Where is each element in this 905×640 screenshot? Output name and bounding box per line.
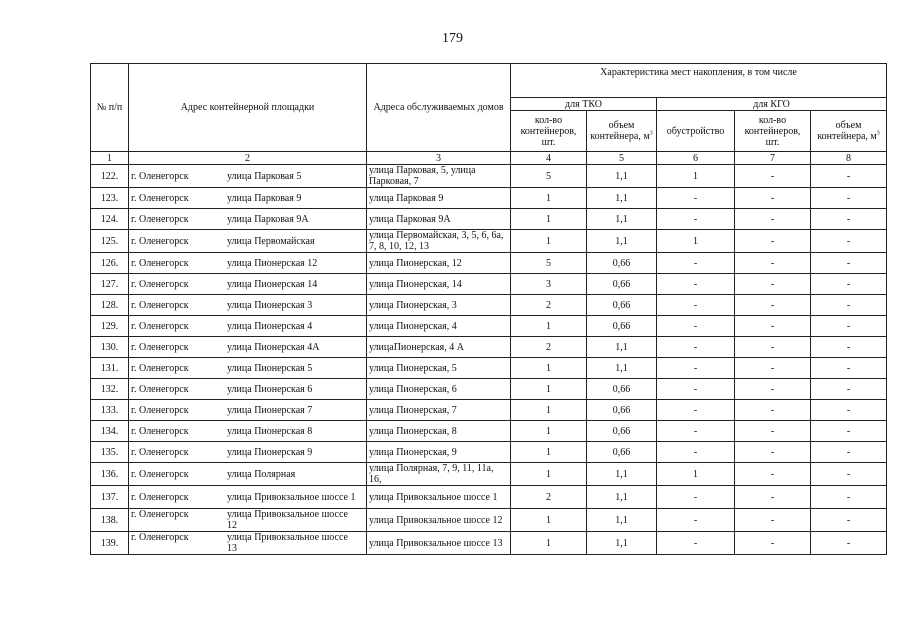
tko-count: 1 xyxy=(511,209,587,230)
kgo-volume: - xyxy=(811,358,887,379)
column-number: 4 xyxy=(511,152,587,165)
header-kgo-facility: обустройство xyxy=(657,111,735,152)
header-num: № п/п xyxy=(91,64,129,152)
column-number: 5 xyxy=(587,152,657,165)
tko-volume: 0,66 xyxy=(587,253,657,274)
served-houses: улица Пионерская, 7 xyxy=(367,400,511,421)
site-city: г. Оленегорск xyxy=(131,491,189,503)
table-row xyxy=(91,274,887,295)
table-row xyxy=(91,358,887,379)
tko-count: 1 xyxy=(511,188,587,209)
site-street: улица Пионерская 4А xyxy=(227,341,320,353)
site-city: г. Оленегорск xyxy=(131,446,189,458)
row-number: 138. xyxy=(91,509,129,532)
site-address xyxy=(129,442,367,463)
site-city: г. Оленегорск xyxy=(131,509,189,520)
kgo-facility: - xyxy=(657,253,735,274)
site-address xyxy=(129,230,367,253)
kgo-volume: - xyxy=(811,274,887,295)
served-houses: улица Парковая, 5, улица Парковая, 7 xyxy=(367,165,511,188)
kgo-volume: - xyxy=(811,532,887,555)
row-number: 130. xyxy=(91,337,129,358)
kgo-count: - xyxy=(735,316,811,337)
site-city: г. Оленегорск xyxy=(131,299,189,311)
site-city: г. Оленегорск xyxy=(131,362,189,374)
table-row xyxy=(91,379,887,400)
kgo-count: - xyxy=(735,486,811,509)
site-street: улица Пионерская 12 xyxy=(227,257,318,269)
site-address xyxy=(129,400,367,421)
kgo-facility: - xyxy=(657,442,735,463)
row-number: 137. xyxy=(91,486,129,509)
tko-volume: 0,66 xyxy=(587,421,657,442)
site-city: г. Оленегорск xyxy=(131,278,189,290)
tko-count: 2 xyxy=(511,337,587,358)
kgo-volume: - xyxy=(811,337,887,358)
kgo-facility: - xyxy=(657,188,735,209)
row-number: 126. xyxy=(91,253,129,274)
kgo-count: - xyxy=(735,532,811,555)
site-address xyxy=(129,274,367,295)
header-characteristics: Характеристика мест накопления, в том числе xyxy=(511,64,887,98)
kgo-count: - xyxy=(735,209,811,230)
kgo-facility: - xyxy=(657,379,735,400)
kgo-volume: - xyxy=(811,379,887,400)
row-number: 133. xyxy=(91,400,129,421)
kgo-count: - xyxy=(735,337,811,358)
row-number: 123. xyxy=(91,188,129,209)
site-address xyxy=(129,463,367,486)
kgo-count: - xyxy=(735,463,811,486)
container-sites-table xyxy=(90,63,887,555)
table-body xyxy=(91,165,887,555)
tko-volume: 1,1 xyxy=(587,358,657,379)
column-number: 2 xyxy=(129,152,367,165)
kgo-facility: - xyxy=(657,337,735,358)
header-tko-volume: объем контейнера, $м^3$ xyxy=(587,111,657,152)
site-city: г. Оленегорск xyxy=(131,257,189,269)
site-street: улица Парковая 5 xyxy=(227,170,302,182)
kgo-facility: 1 xyxy=(657,463,735,486)
table-row xyxy=(91,253,887,274)
served-houses: улица Привокзальное шоссе 13 xyxy=(367,532,511,555)
tko-count: 1 xyxy=(511,400,587,421)
site-street: улица Привокзальное шоссе 12 xyxy=(227,509,348,531)
served-houses: улица Пионерская, 12 xyxy=(367,253,511,274)
served-houses: улица Пионерская, 6 xyxy=(367,379,511,400)
site-address xyxy=(129,337,367,358)
site-address xyxy=(129,209,367,230)
kgo-facility: - xyxy=(657,358,735,379)
kgo-count: - xyxy=(735,230,811,253)
table-row xyxy=(91,509,887,532)
site-city: г. Оленегорск xyxy=(131,170,189,182)
header-served-houses: Адреса обслуживаемых домов xyxy=(367,64,511,152)
table-row xyxy=(91,442,887,463)
site-city: г. Оленегорск xyxy=(131,404,189,416)
site-address xyxy=(129,358,367,379)
site-street: улица Пионерская 8 xyxy=(227,425,313,437)
site-address xyxy=(129,486,367,509)
page-number: 179 xyxy=(442,31,463,46)
kgo-facility: - xyxy=(657,486,735,509)
served-houses: улица Первомайская, 3, 5, 6, 6а, 7, 8, 10, 12, 13 xyxy=(367,230,511,253)
kgo-facility: - xyxy=(657,400,735,421)
site-street: улица Пионерская 4 xyxy=(227,320,313,332)
kgo-volume: - xyxy=(811,400,887,421)
row-number: 131. xyxy=(91,358,129,379)
table-row xyxy=(91,532,887,555)
site-city: г. Оленегорск xyxy=(131,213,189,225)
site-city: г. Оленегорск xyxy=(131,468,189,480)
row-number: 139. xyxy=(91,532,129,555)
row-number: 128. xyxy=(91,295,129,316)
kgo-volume: - xyxy=(811,165,887,188)
site-address xyxy=(129,188,367,209)
kgo-count: - xyxy=(735,274,811,295)
table-row xyxy=(91,486,887,509)
table-row xyxy=(91,337,887,358)
kgo-volume: - xyxy=(811,463,887,486)
tko-volume: 1,1 xyxy=(587,337,657,358)
kgo-count: - xyxy=(735,253,811,274)
served-houses: улица Привокзальное шоссе 1 xyxy=(367,486,511,509)
served-houses: улица Парковая 9А xyxy=(367,209,511,230)
tko-volume: 1,1 xyxy=(587,209,657,230)
served-houses: улица Привокзальное шоссе 12 xyxy=(367,509,511,532)
tko-volume: 0,66 xyxy=(587,295,657,316)
site-address xyxy=(129,316,367,337)
site-street: улица Пионерская 9 xyxy=(227,446,313,458)
tko-count: 1 xyxy=(511,463,587,486)
served-houses: улица Пионерская, 9 xyxy=(367,442,511,463)
kgo-volume: - xyxy=(811,442,887,463)
header-tko-count: кол-во контейнеров, шт. xyxy=(511,111,587,152)
site-street: улица Пионерская 14 xyxy=(227,278,318,290)
served-houses: улица Парковая 9 xyxy=(367,188,511,209)
site-street: улица Парковая 9 xyxy=(227,192,302,204)
table-row xyxy=(91,421,887,442)
table-row xyxy=(91,165,887,188)
column-number: 3 xyxy=(367,152,511,165)
site-address xyxy=(129,379,367,400)
tko-volume: 1,1 xyxy=(587,486,657,509)
tko-volume: 1,1 xyxy=(587,165,657,188)
tko-volume: 1,1 xyxy=(587,532,657,555)
tko-volume: 0,66 xyxy=(587,316,657,337)
kgo-volume: - xyxy=(811,486,887,509)
site-city: г. Оленегорск xyxy=(131,383,189,395)
tko-volume: 0,66 xyxy=(587,442,657,463)
kgo-volume: - xyxy=(811,421,887,442)
tko-count: 1 xyxy=(511,316,587,337)
row-number: 127. xyxy=(91,274,129,295)
site-street: улица Привокзальное шоссе 13 xyxy=(227,532,348,554)
kgo-volume: - xyxy=(811,230,887,253)
row-number: 136. xyxy=(91,463,129,486)
kgo-count: - xyxy=(735,442,811,463)
tko-count: 3 xyxy=(511,274,587,295)
kgo-volume: - xyxy=(811,209,887,230)
tko-volume: 0,66 xyxy=(587,400,657,421)
site-city: г. Оленегорск xyxy=(131,192,189,204)
table-row xyxy=(91,295,887,316)
tko-count: 2 xyxy=(511,295,587,316)
kgo-volume: - xyxy=(811,295,887,316)
tko-volume: 1,1 xyxy=(587,463,657,486)
tko-count: 1 xyxy=(511,442,587,463)
kgo-facility: 1 xyxy=(657,230,735,253)
header-tko: для ТКО xyxy=(511,98,657,111)
site-street: улица Пионерская 7 xyxy=(227,404,313,416)
kgo-count: - xyxy=(735,188,811,209)
kgo-facility: - xyxy=(657,209,735,230)
kgo-volume: - xyxy=(811,253,887,274)
table-row xyxy=(91,188,887,209)
tko-count: 1 xyxy=(511,532,587,555)
header-kgo: для КГО xyxy=(657,98,887,111)
tko-count: 5 xyxy=(511,165,587,188)
tko-count: 2 xyxy=(511,486,587,509)
row-number: 134. xyxy=(91,421,129,442)
kgo-count: - xyxy=(735,358,811,379)
served-houses: улица Пионерская, 14 xyxy=(367,274,511,295)
tko-volume: 0,66 xyxy=(587,274,657,295)
column-number: 8 xyxy=(811,152,887,165)
row-number: 129. xyxy=(91,316,129,337)
header-site-address: Адрес контейнерной площадки xyxy=(129,64,367,152)
site-street: улица Пионерская 6 xyxy=(227,383,313,395)
table-row xyxy=(91,463,887,486)
row-number: 125. xyxy=(91,230,129,253)
served-houses: улица Полярная, 7, 9, 11, 11а, 16, xyxy=(367,463,511,486)
site-street: улица Пионерская 5 xyxy=(227,362,313,374)
site-address xyxy=(129,253,367,274)
kgo-facility: - xyxy=(657,274,735,295)
table-row xyxy=(91,230,887,253)
site-city: г. Оленегорск xyxy=(131,320,189,332)
tko-count: 1 xyxy=(511,379,587,400)
site-address xyxy=(129,509,367,532)
kgo-facility: - xyxy=(657,532,735,555)
row-number: 124. xyxy=(91,209,129,230)
kgo-count: - xyxy=(735,400,811,421)
tko-volume: 0,66 xyxy=(587,379,657,400)
kgo-count: - xyxy=(735,295,811,316)
site-address xyxy=(129,421,367,442)
table-row xyxy=(91,316,887,337)
site-city: г. Оленегорск xyxy=(131,341,189,353)
site-city: г. Оленегорск xyxy=(131,425,189,437)
tko-volume: 1,1 xyxy=(587,230,657,253)
site-street: улица Парковая 9А xyxy=(227,213,309,225)
column-number: 7 xyxy=(735,152,811,165)
site-street: улица Привокзальное шоссе 1 xyxy=(227,491,356,503)
kgo-volume: - xyxy=(811,509,887,532)
site-street: улица Первомайская xyxy=(227,235,315,247)
site-street: улица Пионерская 3 xyxy=(227,299,313,311)
served-houses: улица Пионерская, 8 xyxy=(367,421,511,442)
tko-count: 1 xyxy=(511,509,587,532)
kgo-volume: - xyxy=(811,188,887,209)
kgo-facility: 1 xyxy=(657,165,735,188)
tko-count: 1 xyxy=(511,230,587,253)
row-number: 132. xyxy=(91,379,129,400)
tko-volume: 1,1 xyxy=(587,188,657,209)
kgo-facility: - xyxy=(657,421,735,442)
served-houses: улица Пионерская, 5 xyxy=(367,358,511,379)
kgo-count: - xyxy=(735,509,811,532)
tko-count: 1 xyxy=(511,358,587,379)
site-city: г. Оленегорск xyxy=(131,235,189,247)
kgo-facility: - xyxy=(657,509,735,532)
header-kgo-volume: объем контейнера, $м^3$ xyxy=(811,111,887,152)
tko-volume: 1,1 xyxy=(587,509,657,532)
site-street: улица Полярная xyxy=(227,468,296,480)
site-address xyxy=(129,295,367,316)
column-number: 1 xyxy=(91,152,129,165)
row-number: 122. xyxy=(91,165,129,188)
kgo-count: - xyxy=(735,165,811,188)
kgo-count: - xyxy=(735,379,811,400)
site-city: г. Оленегорск xyxy=(131,532,189,543)
table-row xyxy=(91,209,887,230)
site-address xyxy=(129,165,367,188)
kgo-volume: - xyxy=(811,316,887,337)
column-number: 6 xyxy=(657,152,735,165)
table-row xyxy=(91,400,887,421)
kgo-facility: - xyxy=(657,316,735,337)
served-houses: улицаПионерская, 4 А xyxy=(367,337,511,358)
tko-count: 1 xyxy=(511,421,587,442)
header-kgo-count: кол-во контейнеров, шт. xyxy=(735,111,811,152)
served-houses: улица Пионерская, 4 xyxy=(367,316,511,337)
kgo-facility: - xyxy=(657,295,735,316)
row-number: 135. xyxy=(91,442,129,463)
tko-count: 5 xyxy=(511,253,587,274)
served-houses: улица Пионерская, 3 xyxy=(367,295,511,316)
kgo-count: - xyxy=(735,421,811,442)
site-address xyxy=(129,532,367,555)
